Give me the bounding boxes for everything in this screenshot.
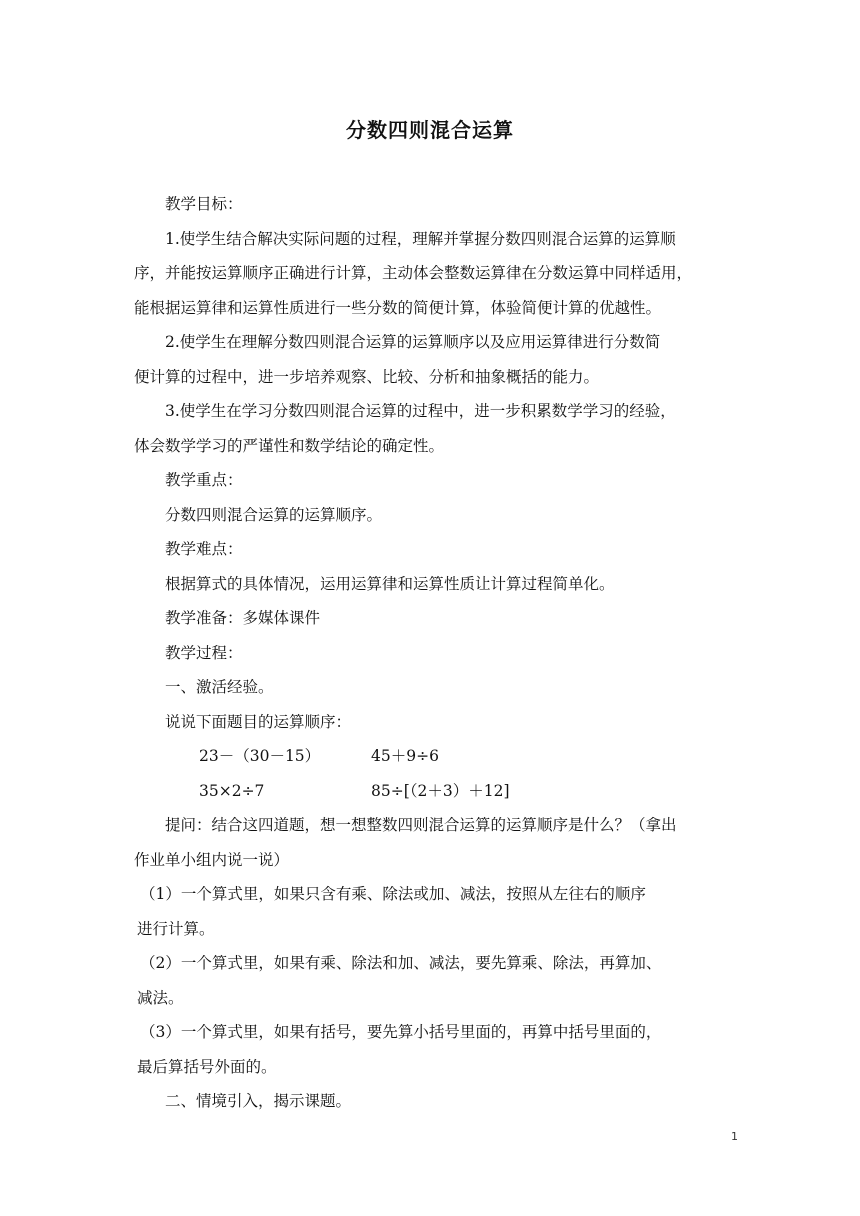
- text-line: （3）一个算式里，如果有括号，要先算小括号里面的，再算中括号里面的，: [140, 1023, 662, 1041]
- text-line: 序，并能按运算顺序正确进行计算，主动体会整数运算律在分数运算中同样适用，: [134, 264, 693, 282]
- difficulty-heading: 教学难点：: [165, 540, 243, 558]
- text-line: 1.使学生结合解决实际问题的过程，理解并掌握分数四则混合运算的运算顺: [165, 229, 676, 248]
- text-line: （1）一个算式里，如果只含有乘、除法或加、减法，按照从左往右的顺序: [140, 885, 646, 903]
- expression: 35×2÷7: [199, 781, 265, 800]
- text-line: 最后算括号外面的。: [137, 1057, 277, 1076]
- preparation-text: 教学准备：多媒体课件: [165, 609, 321, 627]
- expression: 23－（30－15）: [199, 747, 321, 765]
- text-line: （2）一个算式里，如果有乘、除法和加、减法，要先算乘、除法，再算加、: [140, 954, 662, 972]
- text-line: 3.使学生在学习分数四则混合运算的过程中，进一步积累数学学习的经验，: [165, 402, 676, 420]
- text-line: 减法。: [137, 988, 184, 1007]
- text-line: 能根据运算律和运算性质进行一些分数的简便计算，体验简便计算的优越性。: [134, 298, 662, 317]
- expression: 45＋9÷6: [371, 747, 439, 765]
- expression: 85÷[（2＋3）＋12]: [371, 781, 510, 800]
- document-body: [134, 187, 730, 1119]
- document-title: 分数四则混合运算: [346, 118, 514, 142]
- rule-2: [137, 946, 730, 1015]
- key-points-heading: 教学重点：: [165, 471, 243, 489]
- question: [134, 808, 730, 877]
- page-number: 1: [731, 1130, 738, 1143]
- text-line: 进行计算。: [137, 919, 215, 938]
- text-line: 体会数学学习的严谨性和数学结论的确定性。: [134, 436, 445, 455]
- expression-row: [165, 774, 730, 809]
- objective-1: [134, 222, 730, 326]
- objective-3: [134, 394, 730, 463]
- section-1-heading: 一、激活经验。: [165, 678, 274, 696]
- text-line: 作业单小组内说一说）: [134, 850, 290, 869]
- key-points-text: 分数四则混合运算的运算顺序。: [165, 505, 383, 524]
- difficulty-text: 根据算式的具体情况，运用运算律和运算性质让计算过程简单化。: [165, 574, 615, 593]
- section-2-heading: 二、情境引入，揭示课题。: [165, 1092, 352, 1110]
- text-line: 提问：结合这四道题，想一想整数四则混合运算的运算顺序是什么？（拿出: [165, 816, 677, 834]
- text-line: 2.使学生在理解分数四则混合运算的运算顺序以及应用运算律进行分数简: [165, 333, 661, 351]
- rule-3: [137, 1015, 730, 1084]
- rule-1: [137, 877, 730, 946]
- objectives-heading: 教学目标：: [165, 195, 243, 213]
- prompt-text: 说说下面题目的运算顺序：: [165, 712, 352, 731]
- objective-2: [134, 325, 730, 394]
- text-line: 便计算的过程中，进一步培养观察、比较、分析和抽象概括的能力。: [134, 367, 600, 386]
- expression-row: [165, 739, 730, 774]
- process-heading: 教学过程：: [165, 643, 243, 662]
